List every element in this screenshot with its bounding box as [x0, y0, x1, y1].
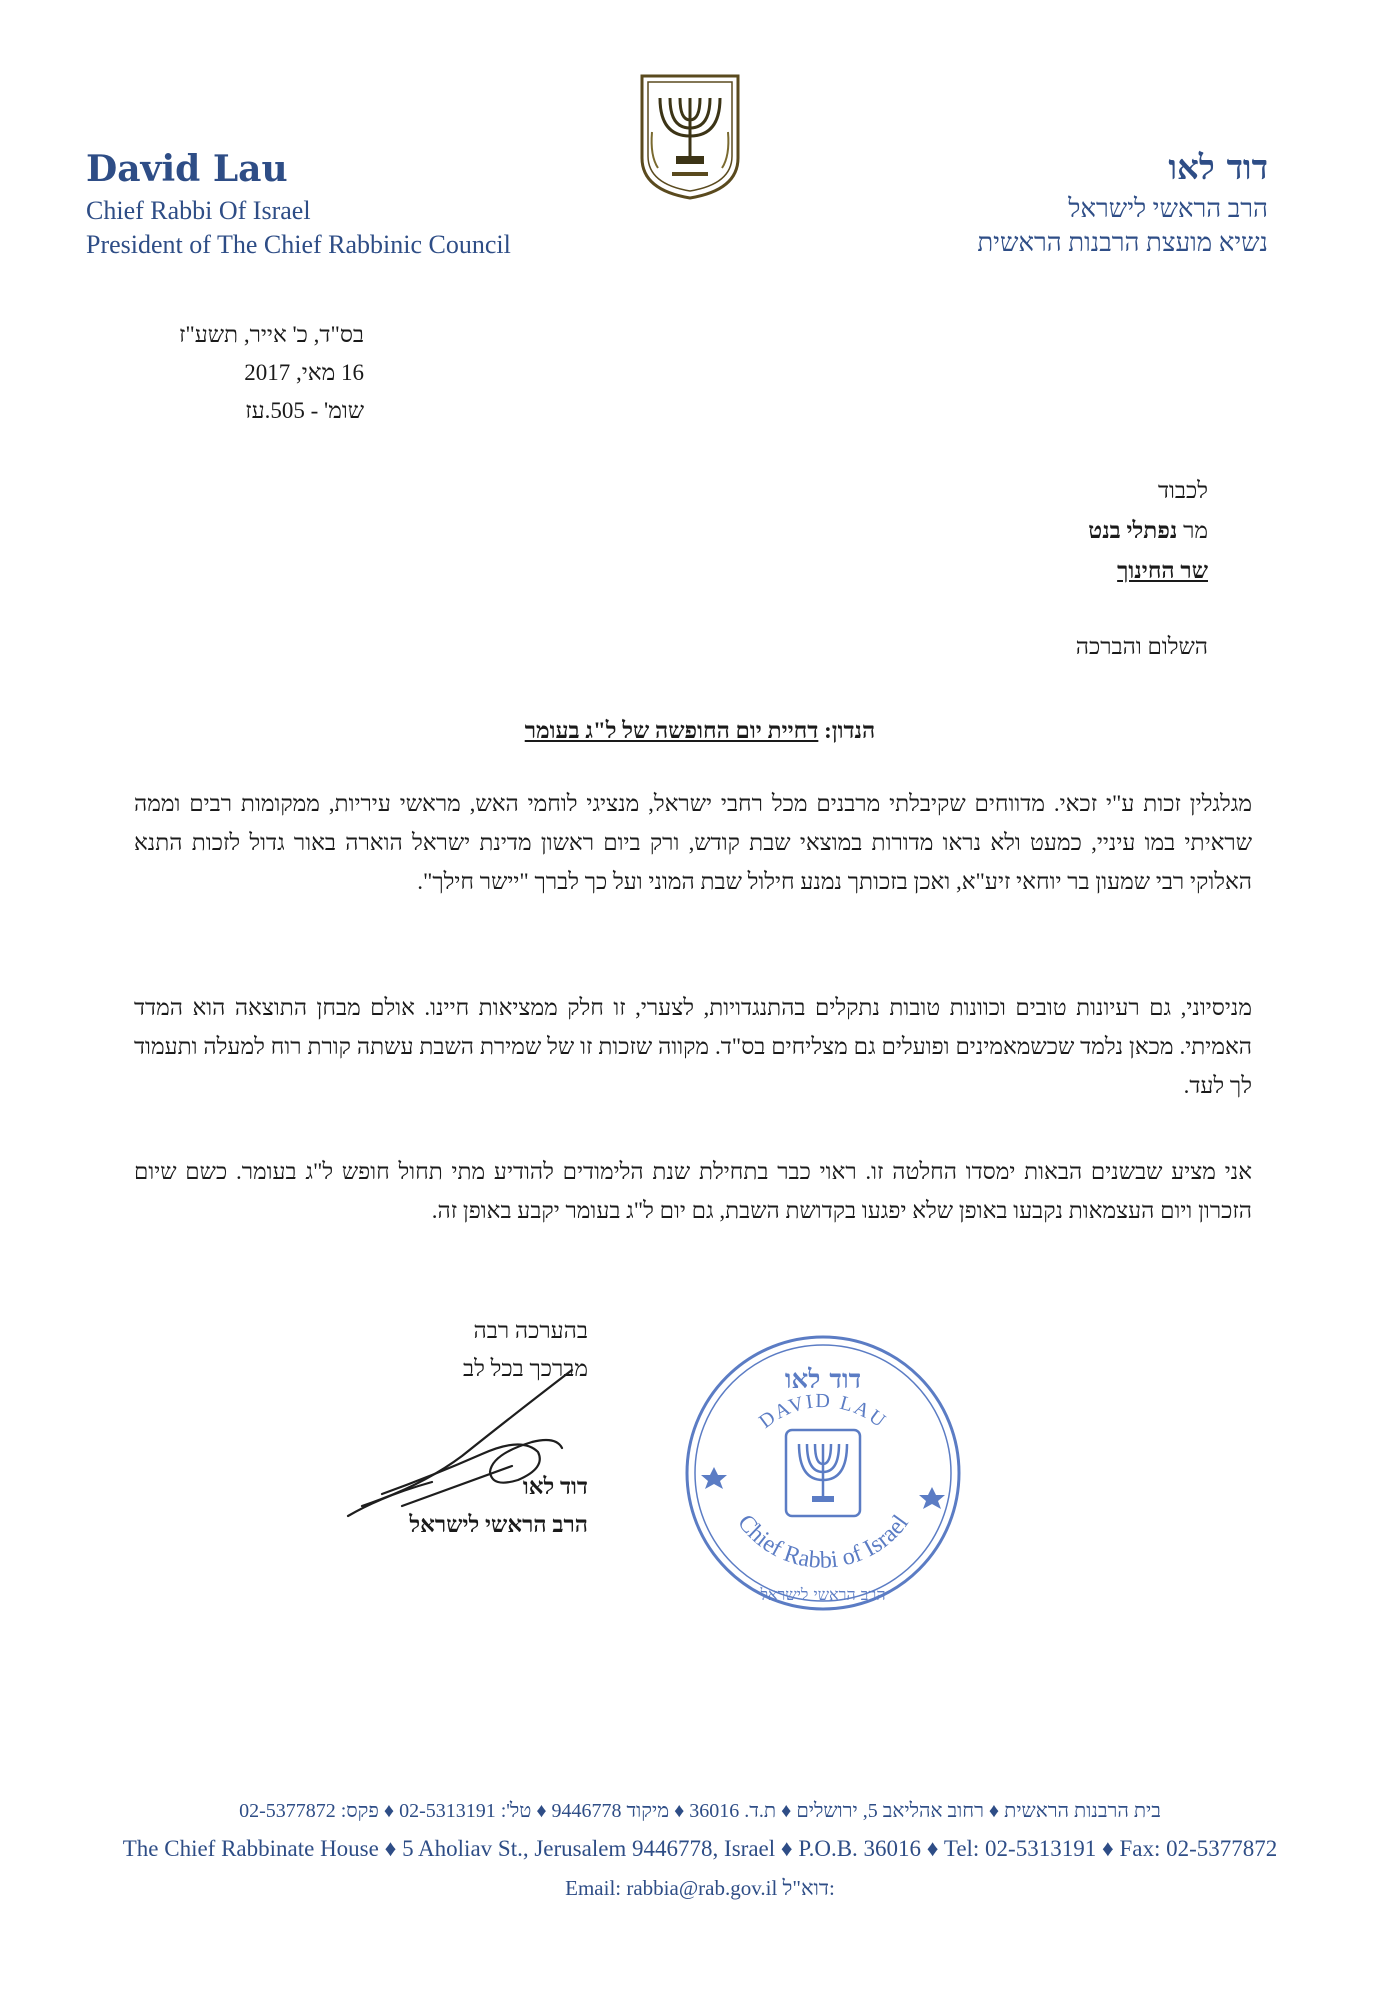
- closing-line-1: בהערכה רבה: [473, 1318, 588, 1343]
- header-en-council: President of The Chief Rabbinic Council: [86, 230, 511, 259]
- closing-title: הרב הראשי לישראל: [409, 1512, 588, 1537]
- handwritten-signature: [342, 1356, 582, 1526]
- greeting: השלום והברכה: [1075, 634, 1208, 659]
- footer-email-label: דוא"ל:: [782, 1876, 835, 1900]
- reference-number: שומ' - 505.עז: [245, 398, 364, 423]
- header-he-name: דוד לאו: [1168, 148, 1268, 188]
- header-en-name: David Lau: [86, 148, 288, 190]
- svg-text:DAVID LAU: [755, 1390, 891, 1433]
- body-paragraph-3: אני מציע שבשנים הבאות ימסדו החלטה זו. ראוי כבר בתחילת שנת הלימודים להודיע מתי תחול חופש ל"ג בעומר. כשם שיום הזכרון ויום העצמאות נקבעו באופן שלא יפגעו בקדושת השבת, גם יום ל"ג בעומר יקבע באופן זה.: [134, 1159, 1252, 1223]
- subject-line: [0, 718, 1400, 744]
- menorah-emblem-icon: [636, 72, 744, 202]
- stamp-en-title: Chief Rabbi of Israel: [732, 1509, 914, 1574]
- closing-line-2: מברכך בכל לב: [463, 1356, 588, 1381]
- recipient-name: נפתלי בנט: [1088, 518, 1178, 543]
- footer-hebrew-address: בית הרבנות הראשית ♦ רחוב אהליאב 5, ירושלים ♦ ת.ד. 36016 ♦ מיקוד 9446778 ♦ טל': 02-5313191 ♦ פקס: 02-5377872: [239, 1800, 1161, 1822]
- recipient-role: שר החינוך: [1117, 558, 1208, 583]
- subject-label: הנדון:: [824, 718, 876, 743]
- header-he-title: הרב הראשי לישראל: [1068, 194, 1268, 223]
- body-paragraph-1: מגלגלין זכות ע"י זכאי. מדווחים שקיבלתי מרבנים מכל רחבי ישראל, מנציגי לוחמי האש, מראשי עיריות, ממקומות רבים וממה שראיתי במו עיניי, כמעט ולא נראו מדורות במוצאי שבת קודש, ורק ביום ראשון מדינת ישראל הוארה באור גדול לזכות התנא האלוקי רבי שמעון בר יוחאי זיע"א, ואכן בזכותך נמנע חילול שבת המוני ועל כך לברך "יישר חילך".: [134, 791, 1252, 894]
- recipient-mr: מר: [1183, 518, 1208, 543]
- body-paragraph-2: מניסיוני, גם רעיונות טובים וכוונות טובות נתקלים בהתנגדויות, לצערי, זו חלק ממציאות חיינו. אולם מבחן התוצאה הוא המדד האמיתי. מכאן נלמד שכשמאמינים ופועלים גם מצליחים בס"ד. מקווה שזכות זו של שמירת השבת עשתה קורת רוח למעלה ותעמוד לך לעד.: [134, 995, 1252, 1098]
- subject-title: דחיית יום החופשה של ל"ג בעומר: [524, 718, 819, 743]
- civil-date: 16 מאי, 2017: [244, 360, 364, 385]
- header-he-council: נשיא מועצת הרבנות הראשית: [977, 228, 1268, 257]
- svg-text:Chief Rabbi of Israel: [732, 1510, 914, 1574]
- header-en-title: Chief Rabbi Of Israel: [86, 196, 311, 225]
- hebrew-date: בס"ד, כ' אייר, תשע"ז: [178, 322, 364, 347]
- recipient-honor: לכבוד: [1157, 478, 1208, 503]
- footer-email-line: [0, 1876, 1400, 1901]
- stamp-he-title: הרב הראשי לישראל: [760, 1585, 886, 1604]
- footer-email[interactable]: Email: rabbia@rab.gov.il: [565, 1876, 778, 1900]
- stamp-he-name: דוד לאו: [784, 1365, 862, 1395]
- stamp-menorah-icon: [786, 1430, 860, 1516]
- recipient-name-line: [1088, 518, 1208, 544]
- official-stamp: [680, 1330, 966, 1616]
- stamp-en-name: DAVID LAU: [755, 1390, 891, 1433]
- footer-english-address: The Chief Rabbinate House ♦ 5 Aholiav St., Jerusalem 9446778, Israel ♦ P.O.B. 36016 ♦ Tel: 02-5313191 ♦ Fax: 02-5377872: [122, 1836, 1278, 1861]
- closing-name: דוד לאו: [522, 1474, 588, 1499]
